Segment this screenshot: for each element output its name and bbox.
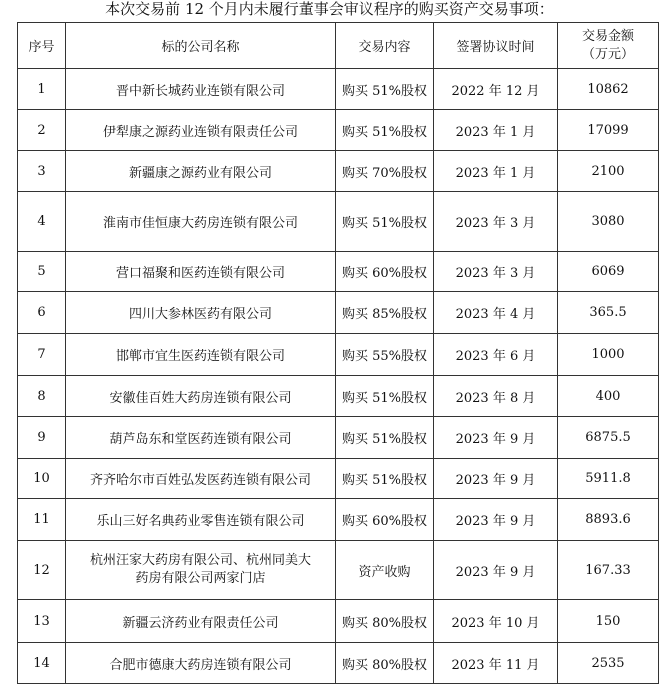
cell-content: 购买 55%股权 xyxy=(336,334,434,376)
table-row xyxy=(18,417,659,459)
cell-company: 葫芦岛东和堂医药连锁有限公司 xyxy=(66,417,336,459)
cell-no: 2 xyxy=(18,110,66,151)
cell-no: 13 xyxy=(18,600,66,643)
cell-no: 12 xyxy=(18,541,66,600)
cell-company: 新疆康之源药业有限公司 xyxy=(66,151,336,192)
cell-content: 购买 51%股权 xyxy=(336,459,434,499)
cell-date: 2023 年 11 月 xyxy=(434,643,558,684)
cell-amount: 365.5 xyxy=(558,292,659,334)
cell-no: 7 xyxy=(18,334,66,376)
header-company: 标的公司名称 xyxy=(66,23,336,69)
header-amount xyxy=(558,23,659,69)
cell-amount: 6069 xyxy=(558,252,659,292)
header-amount-line2: （万元） xyxy=(581,46,634,62)
table-row xyxy=(18,541,659,600)
cell-amount: 1000 xyxy=(558,334,659,376)
cell-content: 购买 51%股权 xyxy=(336,417,434,459)
table-row xyxy=(18,459,659,499)
cell-date: 2023 年 4 月 xyxy=(434,292,558,334)
cell-amount: 5911.8 xyxy=(558,459,659,499)
table-row xyxy=(18,292,659,334)
cell-company: 伊犁康之源药业连锁有限责任公司 xyxy=(66,110,336,151)
cell-date: 2023 年 9 月 xyxy=(434,459,558,499)
transactions-table xyxy=(17,22,659,684)
cell-company: 合肥市德康大药房连锁有限公司 xyxy=(66,643,336,684)
cell-content: 购买 80%股权 xyxy=(336,600,434,643)
table-row xyxy=(18,376,659,417)
table-row xyxy=(18,499,659,541)
cell-amount: 8893.6 xyxy=(558,499,659,541)
table-row xyxy=(18,151,659,192)
header-date: 签署协议时间 xyxy=(434,23,558,69)
cell-company: 四川大参林医药有限公司 xyxy=(66,292,336,334)
cell-date: 2022 年 12 月 xyxy=(434,69,558,110)
table-row xyxy=(18,643,659,684)
cell-date: 2023 年 8 月 xyxy=(434,376,558,417)
cell-content: 购买 80%股权 xyxy=(336,643,434,684)
cell-content: 购买 51%股权 xyxy=(336,192,434,252)
header-amount-line1: 交易金额 xyxy=(581,28,634,44)
cell-amount: 6875.5 xyxy=(558,417,659,459)
header-no: 序号 xyxy=(18,23,66,69)
header-content: 交易内容 xyxy=(336,23,434,69)
cell-amount: 17099 xyxy=(558,110,659,151)
cell-company xyxy=(66,541,336,600)
table-row xyxy=(18,600,659,643)
table-row xyxy=(18,69,659,110)
cell-company-line2: 药房有限公司两家门店 xyxy=(135,571,266,586)
cell-date: 2023 年 10 月 xyxy=(434,600,558,643)
cell-company: 淮南市佳恒康大药房连锁有限公司 xyxy=(66,192,336,252)
cell-content: 资产收购 xyxy=(336,541,434,600)
cell-amount: 3080 xyxy=(558,192,659,252)
cell-company-line1: 杭州汪家大药房有限公司、杭州同美大 xyxy=(89,553,311,568)
cell-company: 乐山三好名典药业零售连锁有限公司 xyxy=(66,499,336,541)
cell-no: 8 xyxy=(18,376,66,417)
cell-amount: 167.33 xyxy=(558,541,659,600)
cell-date: 2023 年 9 月 xyxy=(434,417,558,459)
table-row xyxy=(18,252,659,292)
table-caption: 本次交易前 12 个月内未履行董事会审议程序的购买资产交易事项： xyxy=(105,0,554,18)
cell-no: 4 xyxy=(18,192,66,252)
cell-date: 2023 年 1 月 xyxy=(434,110,558,151)
cell-no: 9 xyxy=(18,417,66,459)
cell-content: 购买 60%股权 xyxy=(336,252,434,292)
cell-date: 2023 年 1 月 xyxy=(434,151,558,192)
cell-amount: 2100 xyxy=(558,151,659,192)
cell-content: 购买 85%股权 xyxy=(336,292,434,334)
cell-company: 邯郸市宜生医药连锁有限公司 xyxy=(66,334,336,376)
cell-company: 营口福聚和医药连锁有限公司 xyxy=(66,252,336,292)
table-row xyxy=(18,110,659,151)
cell-content: 购买 51%股权 xyxy=(336,69,434,110)
cell-no: 14 xyxy=(18,643,66,684)
cell-no: 3 xyxy=(18,151,66,192)
cell-no: 5 xyxy=(18,252,66,292)
cell-content: 购买 60%股权 xyxy=(336,499,434,541)
cell-date: 2023 年 3 月 xyxy=(434,252,558,292)
cell-no: 1 xyxy=(18,69,66,110)
table-row xyxy=(18,192,659,252)
cell-content: 购买 70%股权 xyxy=(336,151,434,192)
cell-company: 安徽佳百姓大药房连锁有限公司 xyxy=(66,376,336,417)
table-row xyxy=(18,334,659,376)
cell-date: 2023 年 9 月 xyxy=(434,541,558,600)
cell-amount: 150 xyxy=(558,600,659,643)
header-row xyxy=(18,23,659,69)
cell-date: 2023 年 9 月 xyxy=(434,499,558,541)
cell-no: 6 xyxy=(18,292,66,334)
cell-amount: 10862 xyxy=(558,69,659,110)
cell-company: 新疆云济药业有限责任公司 xyxy=(66,600,336,643)
cell-no: 11 xyxy=(18,499,66,541)
cell-date: 2023 年 3 月 xyxy=(434,192,558,252)
cell-amount: 2535 xyxy=(558,643,659,684)
cell-content: 购买 51%股权 xyxy=(336,110,434,151)
cell-no: 10 xyxy=(18,459,66,499)
cell-company: 齐齐哈尔市百姓弘发医药连锁有限公司 xyxy=(66,459,336,499)
cell-company: 晋中新长城药业连锁有限公司 xyxy=(66,69,336,110)
cell-amount: 400 xyxy=(558,376,659,417)
cell-content: 购买 51%股权 xyxy=(336,376,434,417)
cell-date: 2023 年 6 月 xyxy=(434,334,558,376)
